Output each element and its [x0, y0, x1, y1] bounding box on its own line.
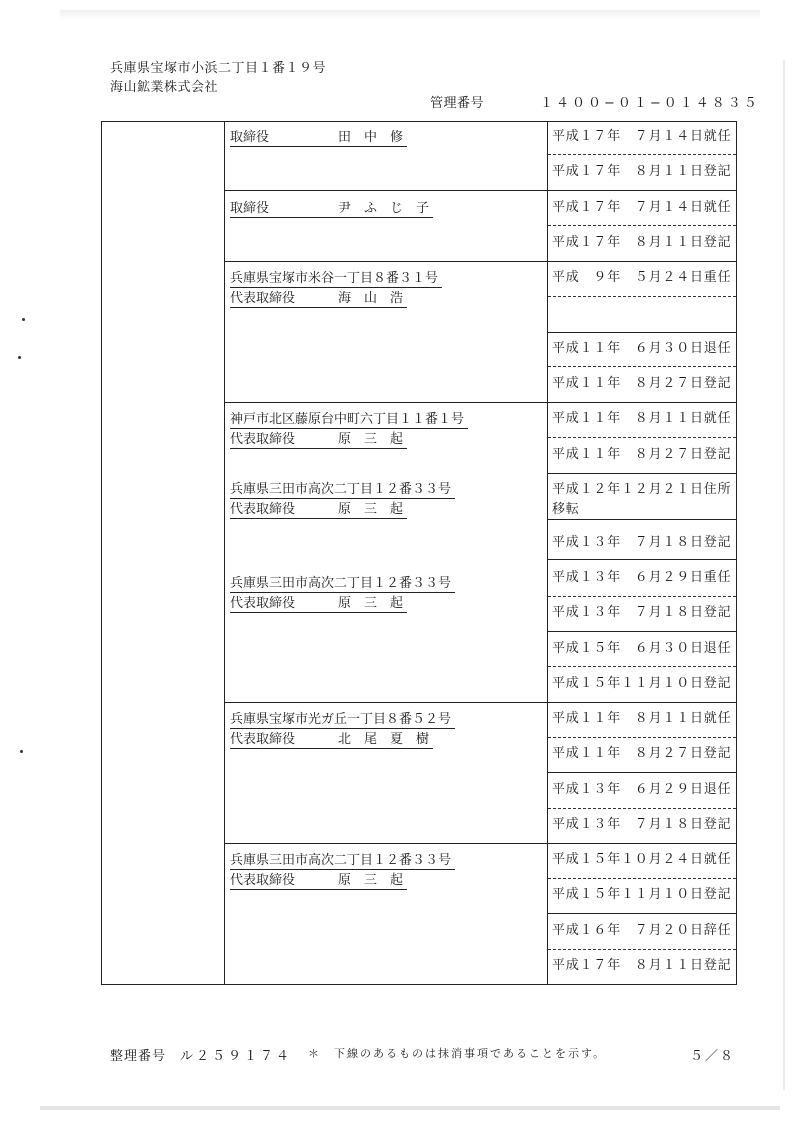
date-separator — [548, 473, 736, 474]
officer-name: 田 中 修 — [338, 130, 404, 145]
dashed-separator — [548, 296, 736, 297]
dashed-separator — [548, 596, 736, 597]
date-entry: 平成１３年 ６月２９日重任 — [552, 570, 732, 585]
date-entry: 平成１５年 ６月３０日退任 — [552, 641, 732, 656]
date-entry: 平成１１年 ８月２７日登記 — [552, 447, 732, 462]
date-entry: 平成 ９年 ５月２４日重任 — [552, 270, 732, 285]
block-separator — [224, 261, 736, 262]
date-entry: 平成１１年 ６月３０日退任 — [552, 341, 732, 356]
officer-address: 兵庫県宝塚市光ガ丘一丁目８番５２号 — [230, 711, 455, 729]
dashed-separator — [548, 949, 736, 950]
date-entry: 移転 — [552, 502, 580, 517]
officer-name: 北 尾 夏 樹 — [338, 732, 430, 747]
date-entry: 平成１７年 ７月１４日就任 — [552, 129, 732, 144]
officer-role: 代表取締役 — [230, 732, 296, 747]
officer-address: 兵庫県三田市高次二丁目１２番３３号 — [230, 852, 455, 870]
date-separator — [548, 559, 736, 560]
officer-name: 海 山 浩 — [338, 291, 404, 306]
officer-name: 原 三 起 — [338, 432, 404, 447]
dashed-separator — [548, 437, 736, 438]
officer-role: 代表取締役 — [230, 873, 296, 888]
block-separator — [224, 702, 736, 703]
dashed-separator — [548, 878, 736, 879]
date-entry: 平成１５年１１月１０日登記 — [552, 887, 732, 902]
kanri-number: １４００−０１−０１４８３５ — [540, 96, 760, 111]
officer-name: 原 三 起 — [338, 596, 404, 611]
scan-edge-top — [60, 10, 760, 20]
page-number: ５／８ — [690, 1049, 736, 1064]
registry-table — [101, 121, 737, 985]
date-entry: 平成１５年１０月２４日就任 — [552, 852, 732, 867]
date-entry: 平成１７年 ８月１１日登記 — [552, 235, 732, 250]
date-separator — [548, 332, 736, 333]
officer-role: 代表取締役 — [230, 502, 296, 517]
dashed-separator — [548, 666, 736, 667]
officer-name: 尹 ふ じ 子 — [338, 201, 430, 216]
scan-edge-bottom — [40, 1106, 780, 1110]
column-divider — [224, 122, 225, 984]
officer-address: 兵庫県宝塚市米谷一丁目８番３１号 — [230, 270, 442, 288]
date-separator — [548, 631, 736, 632]
scan-speck — [22, 318, 25, 321]
officer-address: 神戸市北区藤原台中町六丁目１１番１号 — [230, 411, 468, 429]
date-entry: 平成１７年 ８月１１日登記 — [552, 958, 732, 973]
date-entry: 平成１２年１２月２１日住所 — [552, 482, 732, 497]
dashed-separator — [548, 808, 736, 809]
date-entry: 平成１３年 ７月１８日登記 — [552, 535, 732, 550]
officer-entry — [230, 480, 540, 520]
officer-entry — [230, 199, 540, 219]
officer-entry — [230, 851, 540, 891]
company-name: 海山鉱業株式会社 — [110, 80, 219, 95]
officer-address: 兵庫県三田市高次二丁目１２番３３号 — [230, 575, 455, 593]
date-entry: 平成１３年 ７月１８日登記 — [552, 817, 732, 832]
officer-name: 原 三 起 — [338, 873, 404, 888]
date-separator — [548, 772, 736, 773]
officer-role: 取締役 — [230, 130, 270, 145]
block-separator — [224, 402, 736, 403]
date-entry: 平成１６年 ７月２０日辞任 — [552, 923, 732, 938]
scan-speck — [18, 356, 21, 359]
scan-speck — [20, 750, 23, 753]
date-separator — [548, 913, 736, 914]
date-entry: 平成１１年 ８月２７日登記 — [552, 376, 732, 391]
seiri-label: 整理番号 — [110, 1049, 167, 1064]
strike-note: ＊ 下線のあるものは抹消事項であることを示す。 — [308, 1047, 607, 1060]
date-entry: 平成１５年１１月１０日登記 — [552, 676, 732, 691]
date-entry: 平成１３年 ６月２９日退任 — [552, 782, 732, 797]
officer-name: 原 三 起 — [338, 502, 404, 517]
officer-entry — [230, 410, 540, 450]
dashed-separator — [548, 154, 736, 155]
date-separator — [548, 519, 736, 520]
officer-entry — [230, 128, 540, 148]
column-divider — [547, 122, 548, 984]
date-entry: 平成１１年 ８月１１日就任 — [552, 411, 732, 426]
officer-role: 代表取締役 — [230, 596, 296, 611]
dashed-separator — [548, 737, 736, 738]
company-address: 兵庫県宝塚市小浜二丁目１番１９号 — [110, 61, 327, 76]
date-entry: 平成１１年 ８月２７日登記 — [552, 746, 732, 761]
kanri-label: 管理番号 — [430, 96, 485, 111]
officer-role: 代表取締役 — [230, 432, 296, 447]
block-separator — [224, 190, 736, 191]
seiri-number: ル２５９１７４ — [180, 1049, 293, 1064]
date-entry: 平成１１年 ８月１１日就任 — [552, 711, 732, 726]
dashed-separator — [548, 366, 736, 367]
dashed-separator — [548, 225, 736, 226]
officer-entry — [230, 710, 540, 750]
date-entry: 平成１７年 ８月１１日登記 — [552, 164, 732, 179]
block-separator — [224, 843, 736, 844]
officer-role: 代表取締役 — [230, 291, 296, 306]
date-entry: 平成１３年 ７月１８日登記 — [552, 605, 732, 620]
officer-entry — [230, 574, 540, 614]
officer-role: 取締役 — [230, 201, 270, 216]
date-entry: 平成１７年 ７月１４日就任 — [552, 200, 732, 215]
scan-edge-right — [783, 60, 785, 1090]
officer-address: 兵庫県三田市高次二丁目１２番３３号 — [230, 481, 455, 499]
officer-entry — [230, 269, 540, 309]
